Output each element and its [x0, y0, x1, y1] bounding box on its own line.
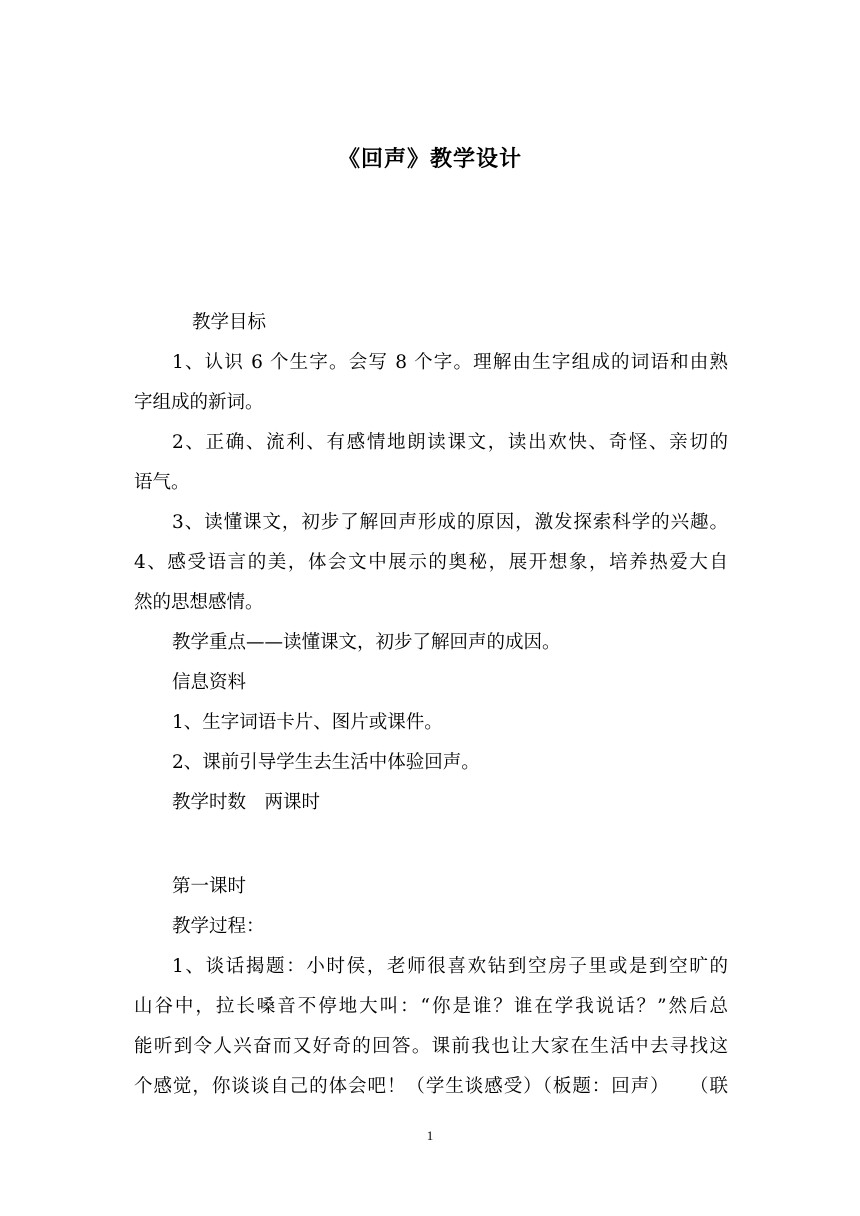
paragraph-line: 字组成的新词。: [134, 392, 264, 413]
section-heading-key-points: 教学重点——读懂课文，初步了解回声的成因。: [172, 632, 561, 653]
paragraph-line: 然的思想感情。: [134, 592, 264, 613]
paragraph-line: 2、正确、流利、有感情地朗读课文，读出欢快、奇怪、亲切的: [172, 432, 728, 453]
section-heading-resources: 信息资料: [172, 672, 247, 693]
page-number: 1: [426, 1128, 434, 1143]
paragraph-line: 1、生字词语卡片、图片或课件。: [172, 712, 443, 733]
paragraph-line: 语气。: [134, 472, 190, 493]
paragraph-line: 4、感受语言的美，体会文中展示的奥秘，展开想象，培养热爱大自: [134, 552, 728, 573]
paragraph-line: 1、谈话揭题：小时侯，老师很喜欢钻到空房子里或是到空旷的: [172, 956, 728, 977]
section-heading-first-lesson: 第一课时: [172, 876, 247, 897]
paragraph-line: 2、课前引导学生去生活中体验回声。: [172, 752, 480, 773]
paragraph-line: 1、认识 6 个生字。会写 8 个字。理解由生字组成的词语和由熟: [172, 352, 728, 373]
paragraph-line: 个感觉，你谈谈自己的体会吧！（学生谈感受）（板题：回声） （联: [134, 1076, 728, 1097]
paragraph-line: 山谷中，拉长嗓音不停地大叫：“你是谁？谁在学我说话？”然后总: [134, 996, 728, 1017]
paragraph-line: 3、读懂课文，初步了解回声形成的原因，激发探索科学的兴趣。: [172, 512, 728, 533]
section-heading-hours: 教学时数 两课时: [172, 792, 321, 813]
paragraph-line: 能听到令人兴奋而又好奇的回答。课前我也让大家在生活中去寻找这: [134, 1036, 728, 1057]
section-heading-goals: 教学目标: [192, 312, 267, 333]
section-heading-process: 教学过程：: [172, 916, 265, 937]
document-title: 《回声》教学设计: [337, 146, 522, 172]
